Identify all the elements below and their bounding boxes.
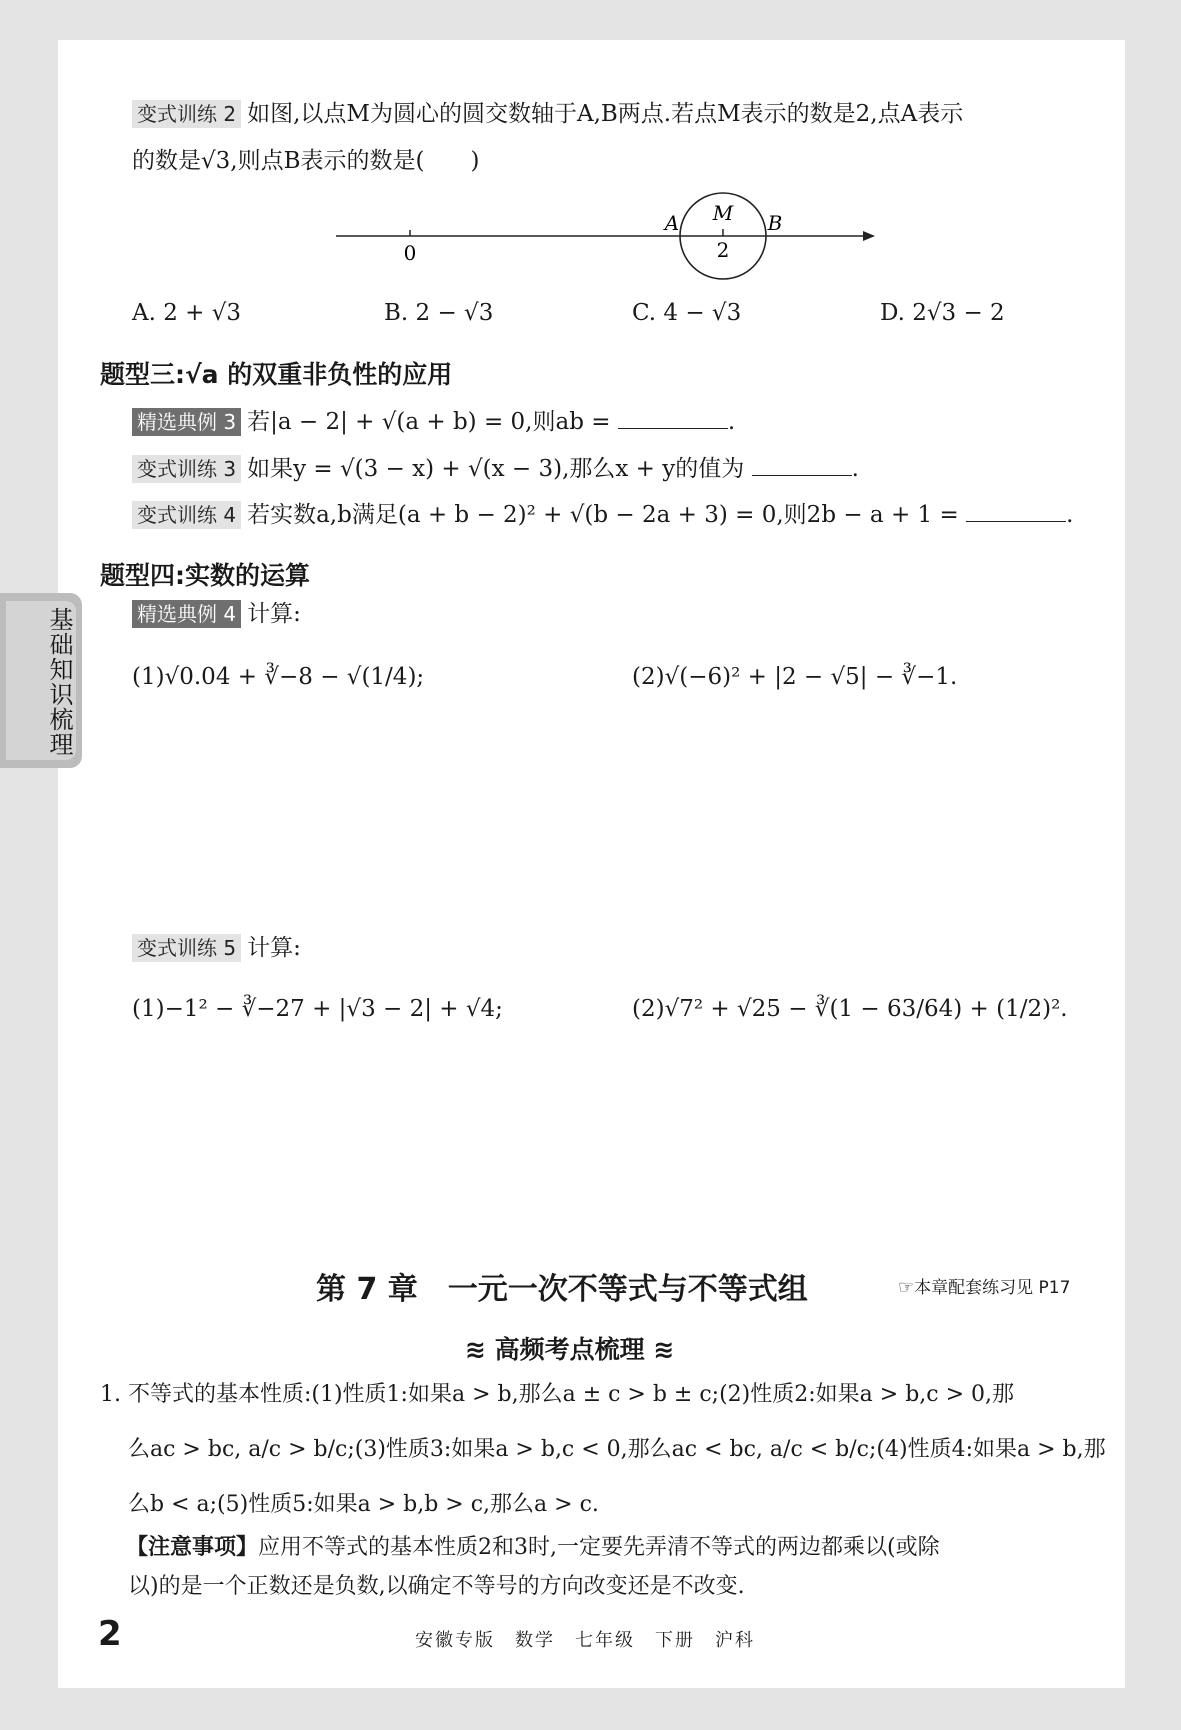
subheading [465,1330,674,1366]
side-tab-label: 基础知识梳理 [45,607,73,757]
label-zero: 0 [403,241,417,265]
example3-tag: 精选典例 3 [132,408,241,436]
item1-line2: 么ac > bc, a/c > b/c;(3)性质3:如果a > b,c < 0,那么ac < bc, a/c < b/c;(4)性质4:如果a > b,那 [128,1437,1106,1462]
example4-q2: (2)√(−6)² + |2 − √5| − ∛−1. [632,664,958,690]
chapter-title: 第 7 章 一元一次不等式与不等式组 [316,1272,808,1307]
training4-blank [966,498,1066,522]
training5-tag: 变式训练 5 [132,934,241,962]
number-line-figure [330,180,890,285]
footer-info: 安徽专版 数学 七年级 下册 沪科 [415,1630,755,1651]
option-b: B. 2 − √3 [384,300,494,326]
wave-right-icon: ≋ [653,1335,675,1364]
wave-left-icon: ≋ [465,1335,486,1364]
training4-row: 变式训练 4 若实数a,b满足(a + b − 2)² + √(b − 2a + 3) = 0,则2b − a + 1 = . [132,498,1073,530]
training4-text: 若实数a,b满足(a + b − 2)² + √(b − 2a + 3) = 0,则2b − a + 1 = [247,502,959,528]
example4-tag: 精选典例 4 [132,600,241,628]
example4-row [132,600,301,629]
option-d: D. 2√3 − 2 [880,300,1005,326]
label-two: 2 [716,238,730,262]
training4-tag: 变式训练 4 [132,501,241,529]
note-line1 [126,1535,940,1561]
practice-ref-text: 本章配套练习见 P17 [914,1278,1071,1298]
page-number: 2 [98,1614,122,1654]
section4-heading: 题型四:实数的运算 [100,561,310,590]
training2-text: 如图,以点M为圆心的圆交数轴于A,B两点.若点M表示的数是2,点A表示 [247,101,964,127]
example3-row: 精选典例 3 若|a − 2| + √(a + b) = 0,则ab = . [132,405,735,437]
label-m: M [712,201,734,225]
pointing-hand-icon: ☞ [898,1277,915,1298]
training2-line2: 的数是√3,则点B表示的数是( ) [132,148,480,174]
example3-blank [618,405,728,429]
note-line2: 以)的是一个正数还是负数,以确定不等号的方向改变还是不改变. [128,1574,745,1599]
subheading-text: 高频考点梳理 [494,1335,645,1364]
training5-intro: 计算: [247,935,301,961]
training5-q1: (1)−1² − ∛−27 + |√3 − 2| + √4; [132,996,503,1022]
training5-row [132,934,301,963]
training3-row: 变式训练 3 如果y = √(3 − x) + √(x − 3),那么x + y的值为 . [132,452,859,484]
training2-tag: 变式训练 2 [132,100,241,128]
label-a: A [664,211,680,235]
option-a: A. 2 + √3 [132,300,242,326]
training5-q2: (2)√7² + √25 − ∛(1 − 63/64) + (1/2)². [632,996,1068,1022]
section3-heading: 题型三:√a 的双重非负性的应用 [100,360,453,389]
side-tab [0,593,82,768]
note-label: 【注意事项】 [126,1535,259,1560]
training3-text: 如果y = √(3 − x) + √(x − 3),那么x + y的值为 [247,456,745,482]
item1-line3: 么b < a;(5)性质5:如果a > b,b > c,那么a > c. [128,1492,599,1517]
item1-line1: 1. 不等式的基本性质:(1)性质1:如果a > b,那么a ± c > b ± c;(2)性质2:如果a > b,c > 0,那 [100,1382,1015,1407]
training3-tag: 变式训练 3 [132,455,241,483]
training3-blank [752,452,852,476]
example3-text: 若|a − 2| + √(a + b) = 0,则ab = [247,409,611,435]
note-text1: 应用不等式的基本性质2和3时,一定要先弄清不等式的两边都乘以(或除 [258,1535,940,1560]
training2-line1 [132,100,963,129]
example4-intro: 计算: [247,601,301,627]
label-b: B [767,211,783,235]
practice-ref [898,1273,1070,1298]
option-c: C. 4 − √3 [632,300,742,326]
example4-q1: (1)√0.04 + ∛−8 − √(1/4); [132,664,425,690]
axis-arrow [863,231,875,241]
